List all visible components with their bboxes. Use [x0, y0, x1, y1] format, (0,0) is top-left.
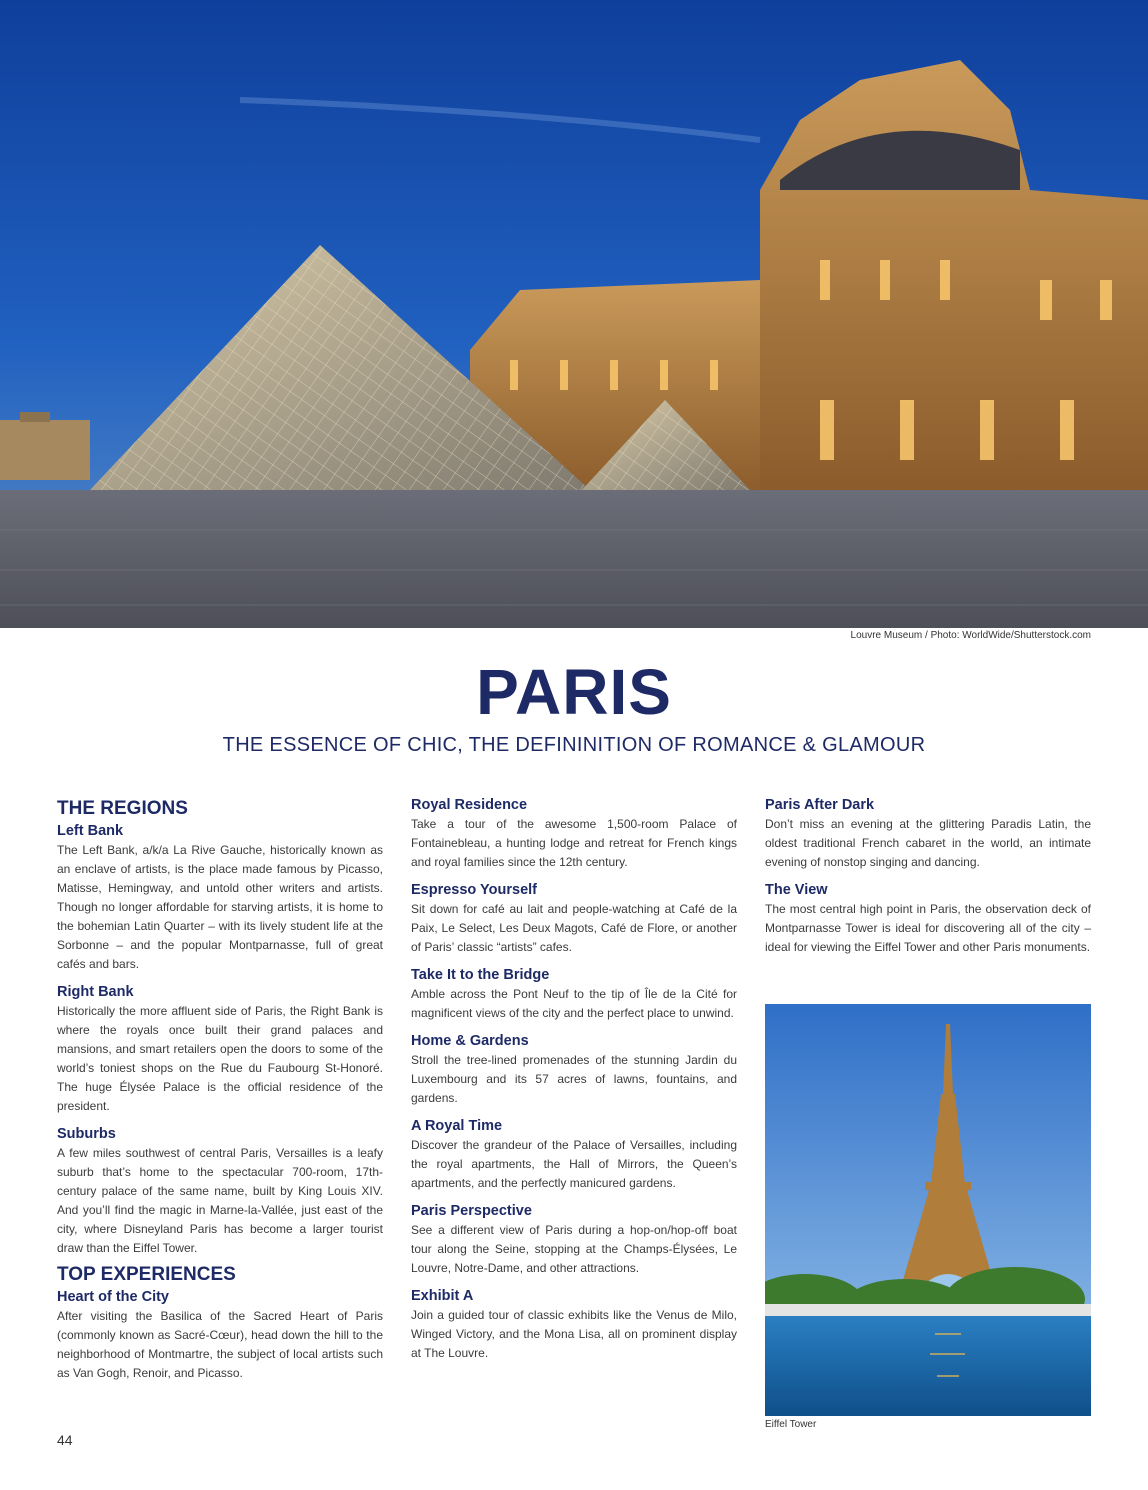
- item-text: After visiting the Basilica of the Sacred Heart of Paris (commonly known as Sacré-Cœur), head down the hill to the neighborhood of Montmartre, the subject of local artists such as Van Gogh, Renoir, and Picasso.: [57, 1309, 383, 1380]
- item-heading: Paris After Dark: [765, 797, 875, 813]
- page-number: 44: [57, 1432, 73, 1448]
- article-item: [411, 1202, 737, 1278]
- page-subtitle: THE ESSENCE OF CHIC, THE DEFININITION OF ROMANCE & GLAMOUR: [222, 734, 926, 756]
- item-text: Stroll the tree-lined promenades of the stunning Jardin du Luxembourg and its 57 acres of lawns, fountains, and gardens.: [411, 1053, 737, 1105]
- article-item: [57, 1288, 383, 1383]
- item-text: The most central high point in Paris, the observation deck of Montparnasse Tower is ideal for discovering all of the city – ideal for viewing the Eiffel Tower and other Paris monuments.: [765, 902, 1091, 954]
- hero-photo-louvre: [0, 0, 1148, 628]
- article-item: [411, 1117, 737, 1193]
- item-heading: Left Bank: [57, 823, 124, 839]
- item-heading: Suburbs: [57, 1126, 116, 1142]
- item-text: Sit down for café au lait and people-watching at Café de la Paix, Le Select, Les Deux Magots, Café de Flore, or another of Paris’ classic “artists” cafes.: [411, 902, 737, 954]
- article-item: [765, 881, 1091, 957]
- article-item: [57, 983, 383, 1116]
- column-left: [57, 796, 383, 1383]
- item-text: See a different view of Paris during a hop-on/hop-off boat tour along the Seine, stopping at the Champs-Élysées, Le Louvre, Notre-Dame, and other attractions.: [411, 1223, 737, 1275]
- louvre-illustration: [0, 0, 1148, 628]
- item-heading: Royal Residence: [411, 797, 528, 813]
- article-item: [57, 1125, 383, 1258]
- section-heading-regions: THE REGIONS: [57, 798, 188, 819]
- column-middle: [411, 796, 737, 1363]
- item-heading: Paris Perspective: [411, 1203, 532, 1219]
- article-item: [57, 822, 383, 974]
- eiffel-caption: Eiffel Tower: [765, 1419, 817, 1430]
- item-heading: Exhibit A: [411, 1288, 474, 1304]
- article-item: [411, 1287, 737, 1363]
- eiffel-illustration: [765, 1004, 1091, 1416]
- item-text: A few miles southwest of central Paris, Versailles is a leafy suburb that’s home to the spectacular 700-room, 17th-century palace of the same name, built by King Louis XIV. And you’ll find the magic in Marne-la-Vallée, just east of the city, where Disneyland Paris has become a larger tourist draw than the Eiffel Tower.: [57, 1146, 383, 1255]
- item-heading: A Royal Time: [411, 1118, 503, 1134]
- item-text: Discover the grandeur of the Palace of Versailles, including the royal apartments, the Hall of Mirrors, the Queen’s apartments, and the perfectly manicured gardens.: [411, 1138, 737, 1190]
- item-text: Don’t miss an evening at the glittering Paradis Latin, the oldest traditional French cabaret in the world, an intimate evening of nonstop singing and dancing.: [765, 817, 1091, 869]
- item-text: Amble across the Pont Neuf to the tip of Île de la Cité for magnificent views of the city and the perfect place to unwind.: [411, 987, 737, 1020]
- page-title: PARIS: [476, 656, 672, 728]
- eiffel-tower-photo: [765, 1004, 1091, 1416]
- item-text: The Left Bank, a/k/a La Rive Gauche, historically known as an enclave of artists, is the place made famous by Picasso, Matisse, Hemingway, and untold other writers and artists. Though no longer affordable for starving artists, it is home to the bohemian Latin Quarter – with its lively student life at the Sorbonne – and the popular Montparnasse, full of great cafés and bars.: [57, 843, 383, 971]
- item-heading: The View: [765, 882, 828, 898]
- section-heading-experiences: TOP EXPERIENCES: [57, 1264, 236, 1285]
- item-heading: Heart of the City: [57, 1289, 169, 1305]
- photo-credit: Louvre Museum / Photo: WorldWide/Shutterstock.com: [850, 630, 1091, 641]
- item-heading: Take It to the Bridge: [411, 967, 550, 983]
- article-item: [765, 796, 1091, 872]
- item-text: Historically the more affluent side of Paris, the Right Bank is where the royals once built their grand palaces and mansions, and smart retailers open the doors to some of the world’s toniest shops on the Rue du Faubourg St-Honoré. The huge Élysée Palace is the official residence of the president.: [57, 1004, 383, 1113]
- article-item: [411, 796, 737, 872]
- article-item: [411, 1032, 737, 1108]
- item-heading: Right Bank: [57, 984, 134, 1000]
- article-item: [411, 881, 737, 957]
- item-heading: Espresso Yourself: [411, 882, 537, 898]
- item-text: Join a guided tour of classic exhibits like the Venus de Milo, Winged Victory, and the Mona Lisa, all on prominent display at The Louvre.: [411, 1308, 737, 1360]
- article-item: [411, 966, 737, 1023]
- column-right: [765, 796, 1091, 957]
- item-heading: Home & Gardens: [411, 1033, 529, 1049]
- item-text: Take a tour of the awesome 1,500-room Palace of Fontainebleau, a hunting lodge and retreat for French kings and royal families since the 12th century.: [411, 817, 737, 869]
